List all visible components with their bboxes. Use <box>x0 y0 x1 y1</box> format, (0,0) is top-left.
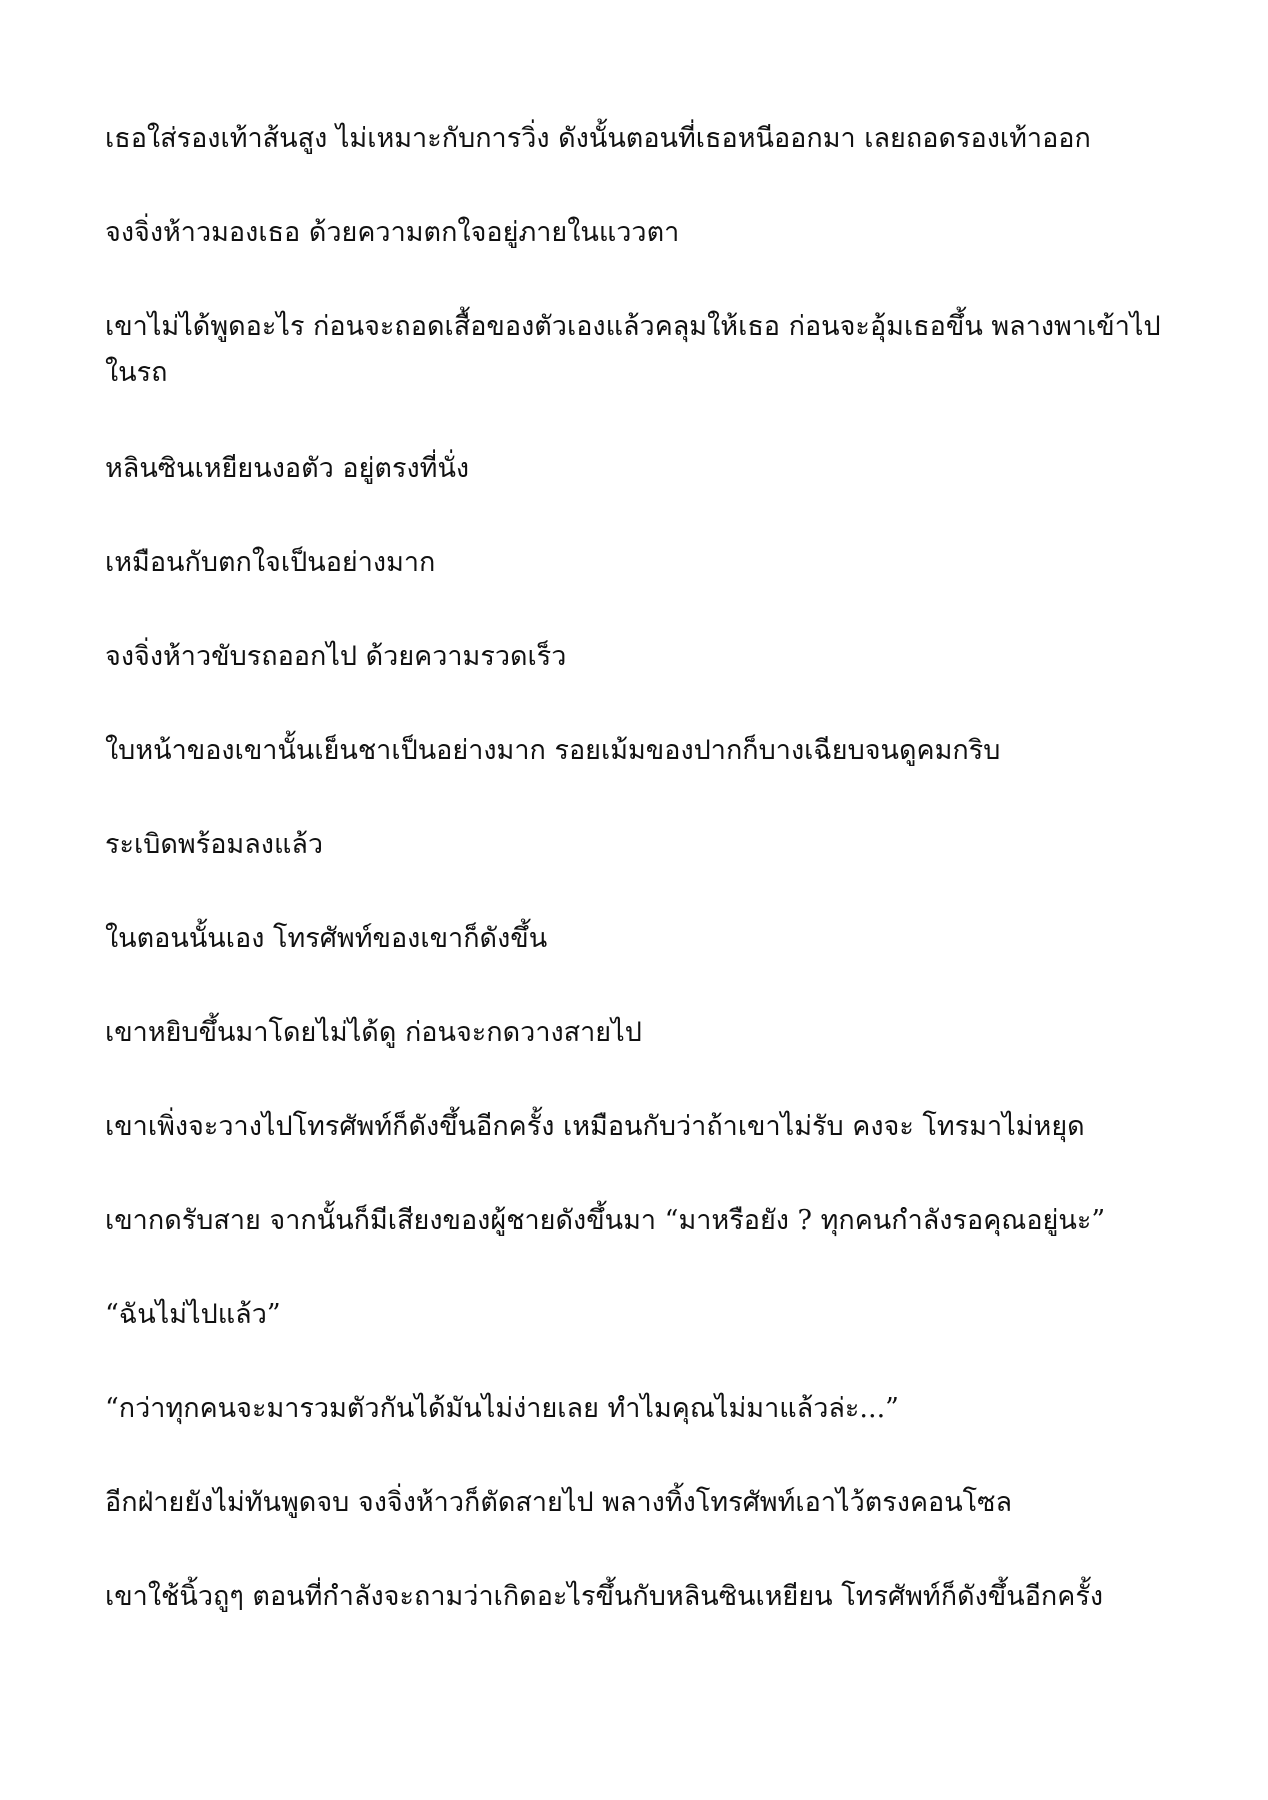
paragraph-12: เขากดรับสาย จากนั้นก็มีเสียงของผู้ชายดังขึ้นมา “มาหรือยัง ? ทุกคนกำลังรอคุณอยู่นะ” <box>105 1205 1106 1236</box>
paragraph-15: อีกฝ่ายยังไม่ทันพูดจบ จงจิ่งห้าวก็ตัดสายไป พลางทิ้งโทรศัพท์เอาไว้ตรงคอนโซล <box>105 1487 1013 1518</box>
paragraph-10: เขาหยิบขึ้นมาโดยไม่ได้ดู ก่อนจะกดวางสายไป <box>105 1017 642 1048</box>
paragraph-11: เขาเพิ่งจะวางไปโทรศัพท์ก็ดังขึ้นอีกครั้ง เหมือนกับว่าถ้าเขาไม่รับ คงจะ โทรมาไม่หยุด <box>105 1111 1085 1142</box>
paragraph-14: “กว่าทุกคนจะมารวมตัวกันได้มันไม่ง่ายเลย ทำไมคุณไม่มาแล้วล่ะ...” <box>105 1393 899 1424</box>
paragraph-4: หลินซินเหยียนงอตัว อยู่ตรงที่นั่ง <box>105 453 470 484</box>
paragraph-5: เหมือนกับตกใจเป็นอย่างมาก <box>105 547 436 578</box>
paragraph-16: เขาใช้นิ้วถูๆ ตอนที่กำลังจะถามว่าเกิดอะไรขึ้นกับหลินซินเหยียน โทรศัพท์ก็ดังขึ้นอีกครั้ง <box>105 1581 1104 1612</box>
paragraph-9: ในตอนนั้นเอง โทรศัพท์ของเขาก็ดังขึ้น <box>105 923 548 954</box>
paragraph-6: จงจิ่งห้าวขับรถออกไป ด้วยความรวดเร็ว <box>105 641 567 672</box>
paragraph-13: “ฉันไม่ไปแล้ว” <box>105 1299 281 1330</box>
paragraph-1: เธอใส่รองเท้าส้นสูง ไม่เหมาะกับการวิ่ง ดังนั้นตอนที่เธอหนีออกมา เลยถอดรองเท้าออก <box>105 123 1091 154</box>
paragraph-2: จงจิ่งห้าวมองเธอ ด้วยความตกใจอยู่ภายในแววตา <box>105 217 680 248</box>
paragraph-8: ระเบิดพร้อมลงแล้ว <box>105 829 324 860</box>
paragraph-7: ใบหน้าของเขานั้นเย็นชาเป็นอย่างมาก รอยเม้มของปากก็บางเฉียบจนดูคมกริบ <box>105 735 1001 766</box>
paragraph-3: เขาไม่ได้พูดอะไร ก่อนจะถอดเสื้อของตัวเองแล้วคลุมให้เธอ ก่อนจะอุ้มเธอขึ้น พลางพาเข้าไปในรถ <box>105 311 1161 388</box>
